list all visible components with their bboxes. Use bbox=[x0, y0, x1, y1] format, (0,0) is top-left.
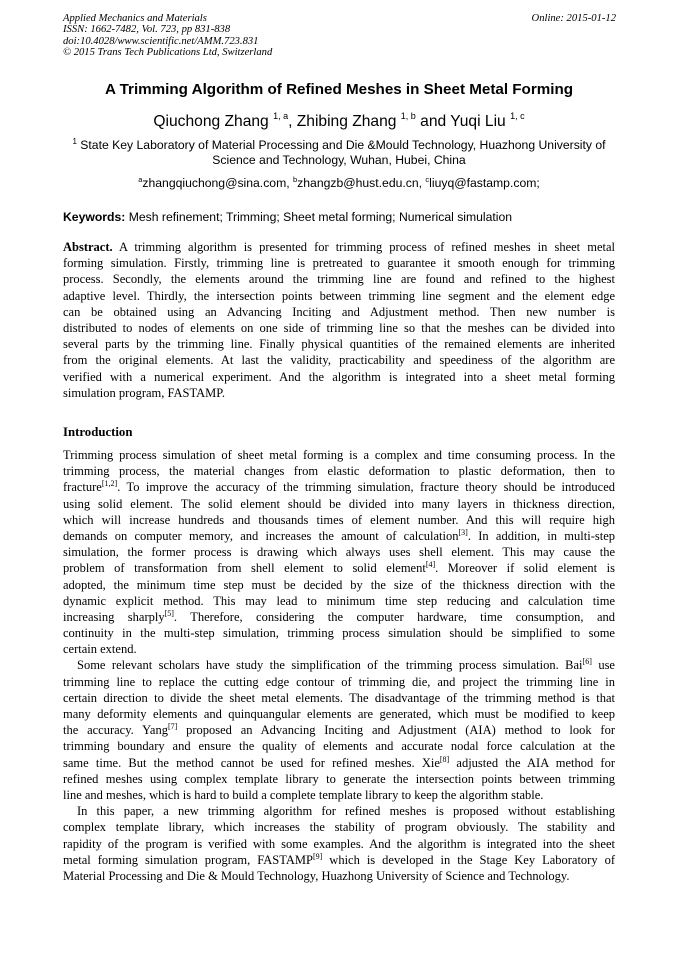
body-text: proposed an Advancing Inciting and Adjustment (AIA) method to look for bbox=[177, 723, 615, 738]
body-text: increasing sharply bbox=[63, 609, 165, 624]
paragraph-line bbox=[63, 560, 615, 576]
copyright-notice: © 2015 Trans Tech Publications Ltd, Switzerland bbox=[63, 46, 273, 58]
abstract-text: verified with a numerical experiment. And the algorithm is integrated into a sheet metal forming bbox=[63, 369, 615, 384]
paragraph-line bbox=[63, 544, 615, 560]
email-list bbox=[0, 176, 678, 190]
abstract-line bbox=[63, 336, 615, 352]
citation-reference[interactable]: [1,2] bbox=[101, 479, 118, 489]
author-separator: and bbox=[415, 113, 451, 130]
abstract-line bbox=[63, 255, 615, 271]
paragraph-line bbox=[63, 868, 615, 884]
paragraph-line bbox=[63, 528, 615, 544]
body-text: . In addition, in multi-step bbox=[467, 528, 615, 543]
body-text: certain direction to divide the sheet metal elements. The disadvantage of the trimming method is that bbox=[63, 690, 615, 705]
body-text: adopted, the minimum time step must be decided by the size of the thickness direction with the bbox=[63, 577, 615, 592]
email-mark: c bbox=[425, 175, 430, 184]
body-text: metal forming simulation program, FASTAMP bbox=[63, 852, 313, 867]
body-text: continuity in the multi-step simulation, trimming process simulation should be simplified to some bbox=[63, 626, 615, 641]
citation-reference[interactable]: [6] bbox=[582, 657, 592, 667]
paragraph-line bbox=[63, 609, 615, 625]
abstract-line bbox=[63, 385, 615, 401]
journal-name: Applied Mechanics and Materials bbox=[63, 13, 207, 24]
abstract-line bbox=[63, 352, 615, 368]
citation-reference[interactable]: [8] bbox=[439, 754, 450, 764]
abstract-line bbox=[63, 271, 615, 287]
body-text: problem of transformation from shell element to solid element bbox=[63, 561, 426, 576]
paragraph-line bbox=[63, 674, 615, 690]
paragraph-line bbox=[63, 577, 615, 593]
paragraph-line bbox=[63, 625, 615, 641]
author-affiliation-mark: 1, a bbox=[273, 111, 289, 121]
author-affiliation-mark: 1, c bbox=[510, 111, 525, 121]
body-text: same time. But the method cannot be used for refined meshes. Xie bbox=[63, 755, 440, 770]
citation-reference[interactable]: [9] bbox=[312, 851, 323, 861]
abstract-text: process. Secondly, the elements around the trimming line are found and refined to the highest bbox=[63, 272, 615, 287]
citation-reference[interactable]: [5] bbox=[164, 608, 174, 618]
body-text: trimming line to replace the cutting edge contour of trimming die, and project the trimming line in bbox=[63, 674, 615, 689]
body-text: dynamic explicit method. This may lead to minimum time step reducing and calculation time bbox=[63, 593, 615, 608]
paragraph-line bbox=[63, 657, 615, 673]
body-text: . To improve the accuracy of the trimming simulation, fracture theory should be introduced bbox=[117, 480, 615, 495]
body-text: which will increase hundreds and thousands times of element number. And this will require high bbox=[63, 512, 615, 527]
email-link[interactable]: zhangqiuchong@sina.com, bbox=[142, 176, 293, 190]
abstract-text: can be obtained using an Advancing Inciting and Adjustment method. Then new number is bbox=[63, 304, 615, 319]
doi-link[interactable]: doi:10.4028/www.scientific.net/AMM.723.831 bbox=[63, 35, 259, 47]
abstract-line bbox=[63, 320, 615, 336]
citation-reference[interactable]: [3] bbox=[458, 527, 468, 537]
author-name: Yuqi Liu bbox=[450, 113, 506, 130]
affiliation-line-2: Science and Technology, Wuhan, Hubei, China bbox=[212, 153, 466, 167]
abstract-label: Abstract. bbox=[63, 240, 113, 254]
body-text: rapidity of the program is verified with some examples. And the algorithm is integrated into the sheet bbox=[63, 836, 615, 851]
email-mark: b bbox=[293, 175, 298, 184]
body-text: . Therefore, considering the computer hardware, time consumption, and bbox=[173, 609, 615, 624]
citation-reference[interactable]: [4] bbox=[425, 560, 436, 570]
body-text: line and meshes, which is hard to build a complete template library to keep the algorithm stable. bbox=[63, 787, 544, 802]
body-text: using solid element. The solid element should be divided into many layers in thickness direction, bbox=[63, 496, 615, 511]
section-heading-introduction: Introduction bbox=[63, 425, 133, 439]
paragraph-line bbox=[63, 496, 615, 512]
abstract-line bbox=[63, 304, 615, 320]
paragraph-line bbox=[63, 447, 615, 463]
body-text: Trimming process simulation of sheet metal forming is a complex and time consuming process. In the bbox=[63, 448, 615, 462]
abstract-text: simulation program, FASTAMP. bbox=[63, 385, 225, 400]
paragraph-line bbox=[63, 836, 615, 852]
paragraph-line bbox=[63, 852, 615, 868]
abstract-line bbox=[63, 369, 615, 385]
abstract bbox=[63, 239, 615, 401]
email-link[interactable]: zhangzb@hust.edu.cn, bbox=[297, 176, 426, 190]
paragraph-line bbox=[63, 803, 615, 819]
abstract-text: A trimming algorithm is presented for trimming process of refined meshes in sheet metal bbox=[112, 240, 615, 254]
body-text: trimming process, the material changes from elastic deformation to plastic deformation, then to bbox=[63, 464, 615, 479]
author-name: Zhibing Zhang bbox=[296, 113, 397, 130]
abstract-line bbox=[63, 288, 615, 304]
keywords-label: Keywords: bbox=[63, 210, 126, 224]
online-date: Online: 2015-01-12 bbox=[531, 13, 616, 24]
paper-title: A Trimming Algorithm of Refined Meshes in Sheet Metal Forming bbox=[104, 81, 574, 98]
author-list bbox=[0, 113, 678, 131]
abstract-text: adaptive level. Thirdly, the intersection points between trimming line segment and the element edge bbox=[63, 288, 615, 303]
paragraph-line bbox=[63, 641, 615, 657]
body-text: adjusted the AIA method for bbox=[449, 755, 615, 770]
affiliation-mark: 1 bbox=[72, 137, 77, 146]
author-separator: , bbox=[288, 113, 297, 130]
affiliation bbox=[63, 138, 615, 168]
citation-reference[interactable]: [7] bbox=[167, 722, 178, 732]
email-link[interactable]: liuyq@fastamp.com; bbox=[429, 176, 540, 190]
body-text: simulation, the former process is drawing which always uses shell element. This may cause the bbox=[63, 545, 615, 560]
paragraph-line bbox=[63, 479, 615, 495]
abstract-text: from the original elements. At last the validity, practicability and speediness of the algorithm are bbox=[63, 353, 615, 368]
abstract-text: forming simulation. Firstly, trimming line is pretreated to guarantee it smooth enough for trimming bbox=[63, 256, 615, 271]
abstract-line bbox=[63, 239, 615, 255]
introduction-body bbox=[63, 447, 615, 884]
paragraph-line bbox=[63, 738, 615, 754]
body-text: trimming boundary and ensure the quality of elements and accurate nodal force calculation at the bbox=[63, 739, 615, 754]
paragraph-line bbox=[63, 593, 615, 609]
body-text: fracture bbox=[63, 480, 102, 495]
email-mark: a bbox=[138, 175, 143, 184]
body-text: many deformity elements and quinquangular elements are generated, which must be modified to keep bbox=[63, 707, 615, 721]
body-text: Material Processing and Die & Mould Technology, Huazhong University of Science and Technology. bbox=[63, 868, 570, 883]
paragraph-line bbox=[63, 463, 615, 479]
keywords-text: Mesh refinement; Trimming; Sheet metal forming; Numerical simulation bbox=[125, 210, 513, 224]
paragraph-line bbox=[63, 690, 615, 706]
body-text: demands on computer memory, and increases the amount of calculation bbox=[63, 528, 459, 543]
abstract-text: several parts by the trimming line. Finally physical quantities of the remained elements are inherited bbox=[63, 337, 615, 352]
body-text: which is developed in the Stage Key Laboratory of bbox=[322, 852, 616, 867]
journal-header bbox=[63, 13, 272, 58]
paragraph-line bbox=[63, 787, 615, 803]
paragraph-line bbox=[63, 819, 615, 835]
issn-info: ISSN: 1662-7482, Vol. 723, pp 831-838 bbox=[63, 24, 231, 36]
body-text: use bbox=[591, 658, 615, 673]
body-text: refined meshes using complex template library to generate the intersection points between trimming bbox=[63, 771, 615, 786]
abstract-text: distributed to nodes of elements on one side of trimming line so that the meshes can be divided into bbox=[63, 320, 615, 335]
affiliation-line-1: State Key Laboratory of Material Processing and Die &Mould Technology, Huazhong University of bbox=[80, 138, 606, 152]
body-text: complex template library, which increases the stability of program obviously. The stability and bbox=[63, 820, 615, 835]
body-text: certain extend. bbox=[63, 642, 137, 657]
body-text: the accuracy. Yang bbox=[63, 723, 168, 738]
author-name: Qiuchong Zhang bbox=[153, 113, 269, 130]
body-text: In this paper, a new trimming algorithm for refined meshes is proposed without establishing bbox=[77, 804, 615, 819]
body-text: . Moreover if solid element is bbox=[435, 561, 615, 576]
paragraph-line bbox=[63, 706, 615, 722]
paragraph-line bbox=[63, 771, 615, 787]
paragraph-line bbox=[63, 722, 615, 738]
body-text: Some relevant scholars have study the simplification of the trimming process simulation. Bai bbox=[77, 658, 583, 673]
paragraph-line bbox=[63, 755, 615, 771]
keywords bbox=[63, 210, 512, 224]
author-affiliation-mark: 1, b bbox=[400, 111, 416, 121]
paragraph-line bbox=[63, 512, 615, 528]
